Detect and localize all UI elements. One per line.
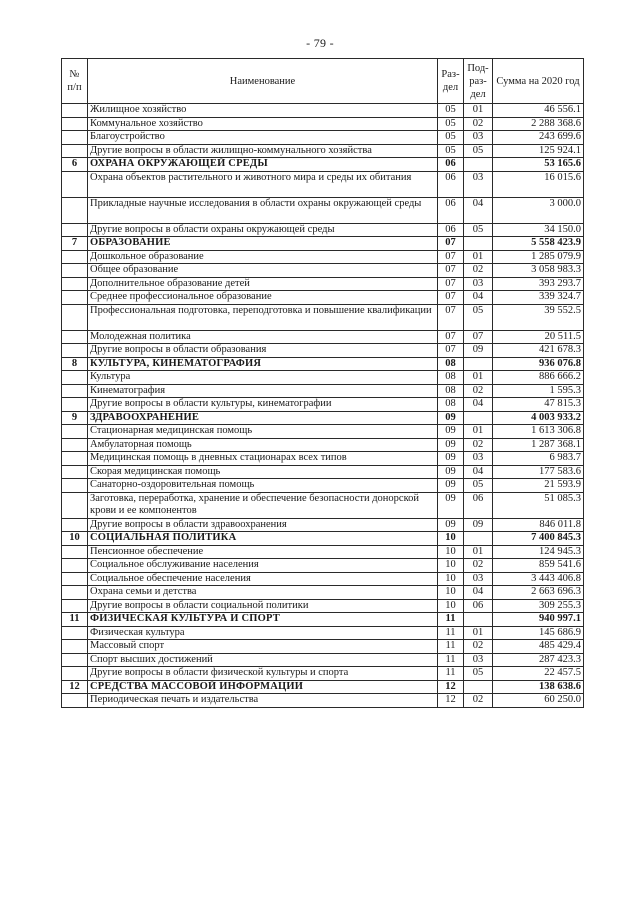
row-razdel: 12: [438, 694, 464, 708]
row-number: 8: [62, 357, 88, 371]
row-podrazdel: 05: [464, 223, 493, 237]
row-amount: 2 288 368.6: [493, 117, 584, 131]
row-number: [62, 131, 88, 145]
row-razdel: 11: [438, 640, 464, 654]
row-amount: 21 593.9: [493, 479, 584, 493]
row-name: ФИЗИЧЕСКАЯ КУЛЬТУРА И СПОРТ: [88, 613, 438, 627]
row-amount: 7 400 845.3: [493, 532, 584, 546]
table-row: [62, 304, 584, 330]
row-podrazdel: 01: [464, 104, 493, 118]
row-name: Благоустройство: [88, 131, 438, 145]
row-name: Дошкольное образование: [88, 250, 438, 264]
table-row: [62, 131, 584, 145]
row-amount: 859 541.6: [493, 559, 584, 573]
row-podrazdel: 04: [464, 291, 493, 305]
row-podrazdel: 01: [464, 425, 493, 439]
table-row: [62, 667, 584, 681]
row-number: [62, 171, 88, 197]
row-razdel: 11: [438, 653, 464, 667]
row-razdel: 07: [438, 330, 464, 344]
row-name: Другие вопросы в области охраны окружающей среды: [88, 223, 438, 237]
row-razdel: 10: [438, 532, 464, 546]
row-amount: 339 324.7: [493, 291, 584, 305]
row-razdel: 08: [438, 384, 464, 398]
row-number: 11: [62, 613, 88, 627]
row-razdel: 10: [438, 559, 464, 573]
row-amount: 485 429.4: [493, 640, 584, 654]
row-razdel: 07: [438, 304, 464, 330]
row-number: [62, 667, 88, 681]
table-row: [62, 518, 584, 532]
row-name: Другие вопросы в области физической культуры и спорта: [88, 667, 438, 681]
row-amount: 940 997.1: [493, 613, 584, 627]
row-razdel: 06: [438, 171, 464, 197]
table-row: [62, 344, 584, 358]
row-amount: 3 058 983.3: [493, 264, 584, 278]
row-number: [62, 479, 88, 493]
table-row: [62, 694, 584, 708]
row-number: [62, 330, 88, 344]
table-body: [62, 104, 584, 708]
row-name: Периодическая печать и издательства: [88, 694, 438, 708]
row-number: 7: [62, 237, 88, 251]
row-amount: 243 699.6: [493, 131, 584, 145]
row-podrazdel: 01: [464, 626, 493, 640]
row-number: [62, 371, 88, 385]
row-name: ЗДРАВООХРАНЕНИЕ: [88, 411, 438, 425]
table-row: [62, 197, 584, 223]
row-name: Коммунальное хозяйство: [88, 117, 438, 131]
row-number: [62, 277, 88, 291]
row-amount: 3 000.0: [493, 197, 584, 223]
row-name: Санаторно-оздоровительная помощь: [88, 479, 438, 493]
row-name: Пенсионное обеспечение: [88, 545, 438, 559]
row-podrazdel: 06: [464, 599, 493, 613]
row-podrazdel: 02: [464, 264, 493, 278]
budget-table: [61, 58, 584, 708]
row-razdel: 07: [438, 277, 464, 291]
table-row: [62, 171, 584, 197]
row-number: 12: [62, 680, 88, 694]
row-number: [62, 304, 88, 330]
row-amount: 1 613 306.8: [493, 425, 584, 439]
row-podrazdel: 01: [464, 250, 493, 264]
row-amount: 287 423.3: [493, 653, 584, 667]
table-row: [62, 465, 584, 479]
table-row: [62, 223, 584, 237]
row-number: [62, 104, 88, 118]
row-podrazdel: 04: [464, 197, 493, 223]
row-name: Социальное обслуживание населения: [88, 559, 438, 573]
row-amount: 51 085.3: [493, 492, 584, 518]
header-podrazdel: Под-раз-дел: [464, 59, 493, 104]
section-row: [62, 613, 584, 627]
row-razdel: 09: [438, 452, 464, 466]
row-razdel: 05: [438, 144, 464, 158]
row-podrazdel: [464, 158, 493, 172]
row-podrazdel: 03: [464, 131, 493, 145]
row-name: Кинематография: [88, 384, 438, 398]
section-row: [62, 411, 584, 425]
table-row: [62, 572, 584, 586]
row-name: СОЦИАЛЬНАЯ ПОЛИТИКА: [88, 532, 438, 546]
table-row: [62, 559, 584, 573]
table-row: [62, 277, 584, 291]
row-name: Дополнительное образование детей: [88, 277, 438, 291]
table-row: [62, 398, 584, 412]
row-name: КУЛЬТУРА, КИНЕМАТОГРАФИЯ: [88, 357, 438, 371]
row-name: Молодежная политика: [88, 330, 438, 344]
row-name: Спорт высших достижений: [88, 653, 438, 667]
row-podrazdel: 05: [464, 667, 493, 681]
row-razdel: 09: [438, 438, 464, 452]
row-razdel: 07: [438, 344, 464, 358]
row-podrazdel: 01: [464, 545, 493, 559]
table-row: [62, 653, 584, 667]
row-razdel: 11: [438, 626, 464, 640]
header-num: № п/п: [62, 59, 88, 104]
row-podrazdel: 03: [464, 277, 493, 291]
row-number: [62, 599, 88, 613]
row-name: ОХРАНА ОКРУЖАЮЩЕЙ СРЕДЫ: [88, 158, 438, 172]
row-razdel: 09: [438, 411, 464, 425]
table-row: [62, 479, 584, 493]
row-number: [62, 640, 88, 654]
row-amount: 39 552.5: [493, 304, 584, 330]
row-name: Массовый спорт: [88, 640, 438, 654]
row-razdel: 07: [438, 264, 464, 278]
row-name: Профессиональная подготовка, переподготовка и повышение квалификации: [88, 304, 438, 330]
row-number: 9: [62, 411, 88, 425]
row-number: [62, 572, 88, 586]
row-amount: 22 457.5: [493, 667, 584, 681]
row-number: [62, 398, 88, 412]
row-number: [62, 518, 88, 532]
row-razdel: 05: [438, 104, 464, 118]
row-podrazdel: [464, 237, 493, 251]
row-razdel: 08: [438, 371, 464, 385]
row-podrazdel: 04: [464, 586, 493, 600]
row-number: [62, 438, 88, 452]
row-amount: 393 293.7: [493, 277, 584, 291]
row-number: [62, 626, 88, 640]
row-name: Медицинская помощь в дневных стационарах всех типов: [88, 452, 438, 466]
section-row: [62, 237, 584, 251]
row-podrazdel: 02: [464, 438, 493, 452]
table-row: [62, 640, 584, 654]
row-amount: 309 255.3: [493, 599, 584, 613]
row-podrazdel: 09: [464, 518, 493, 532]
row-amount: 421 678.3: [493, 344, 584, 358]
row-razdel: 12: [438, 680, 464, 694]
header-razdel: Раз-дел: [438, 59, 464, 104]
row-number: [62, 223, 88, 237]
row-number: [62, 144, 88, 158]
row-razdel: 11: [438, 613, 464, 627]
row-name: Социальное обеспечение населения: [88, 572, 438, 586]
row-number: [62, 264, 88, 278]
table-row: [62, 330, 584, 344]
row-name: Скорая медицинская помощь: [88, 465, 438, 479]
row-podrazdel: [464, 680, 493, 694]
row-podrazdel: [464, 532, 493, 546]
row-name: Другие вопросы в области жилищно-коммунального хозяйства: [88, 144, 438, 158]
row-number: [62, 653, 88, 667]
row-amount: 1 285 079.9: [493, 250, 584, 264]
row-amount: 53 165.6: [493, 158, 584, 172]
table-header-row: [62, 59, 584, 104]
row-razdel: 07: [438, 237, 464, 251]
row-name: Заготовка, переработка, хранение и обеспечение безопасности донорской крови и ее компонентов: [88, 492, 438, 518]
row-name: Охрана объектов растительного и животного мира и среды их обитания: [88, 171, 438, 197]
row-number: [62, 197, 88, 223]
header-name: Наименование: [88, 59, 438, 104]
row-name: СРЕДСТВА МАССОВОЙ ИНФОРМАЦИИ: [88, 680, 438, 694]
row-podrazdel: 06: [464, 492, 493, 518]
table-row: [62, 586, 584, 600]
row-podrazdel: 03: [464, 653, 493, 667]
row-number: [62, 384, 88, 398]
row-number: [62, 250, 88, 264]
table-row: [62, 492, 584, 518]
section-row: [62, 357, 584, 371]
row-podrazdel: 04: [464, 398, 493, 412]
row-razdel: 09: [438, 492, 464, 518]
table-row: [62, 291, 584, 305]
row-amount: 3 443 406.8: [493, 572, 584, 586]
row-podrazdel: 03: [464, 452, 493, 466]
row-razdel: 05: [438, 117, 464, 131]
row-podrazdel: 02: [464, 384, 493, 398]
row-podrazdel: 05: [464, 479, 493, 493]
row-podrazdel: 02: [464, 694, 493, 708]
row-name: Другие вопросы в области социальной политики: [88, 599, 438, 613]
row-podrazdel: 02: [464, 117, 493, 131]
row-amount: 16 015.6: [493, 171, 584, 197]
row-amount: 936 076.8: [493, 357, 584, 371]
row-amount: 145 686.9: [493, 626, 584, 640]
table-row: [62, 452, 584, 466]
row-number: 10: [62, 532, 88, 546]
row-number: [62, 492, 88, 518]
row-razdel: 09: [438, 425, 464, 439]
row-razdel: 10: [438, 572, 464, 586]
row-name: Стационарная медицинская помощь: [88, 425, 438, 439]
row-name: Жилищное хозяйство: [88, 104, 438, 118]
row-razdel: 09: [438, 465, 464, 479]
row-number: 6: [62, 158, 88, 172]
row-podrazdel: [464, 613, 493, 627]
row-podrazdel: 05: [464, 144, 493, 158]
row-razdel: 08: [438, 398, 464, 412]
row-name: Культура: [88, 371, 438, 385]
row-amount: 138 638.6: [493, 680, 584, 694]
row-amount: 4 003 933.2: [493, 411, 584, 425]
row-name: Физическая культура: [88, 626, 438, 640]
row-name: Среднее профессиональное образование: [88, 291, 438, 305]
row-podrazdel: [464, 411, 493, 425]
row-podrazdel: 04: [464, 465, 493, 479]
row-podrazdel: [464, 357, 493, 371]
table-row: [62, 545, 584, 559]
row-name: Прикладные научные исследования в области охраны окружающей среды: [88, 197, 438, 223]
table-row: [62, 250, 584, 264]
row-razdel: 05: [438, 131, 464, 145]
row-number: [62, 291, 88, 305]
row-razdel: 07: [438, 250, 464, 264]
table-row: [62, 626, 584, 640]
row-number: [62, 452, 88, 466]
row-amount: 177 583.6: [493, 465, 584, 479]
row-name: Другие вопросы в области культуры, кинематографии: [88, 398, 438, 412]
row-podrazdel: 09: [464, 344, 493, 358]
table-row: [62, 384, 584, 398]
row-razdel: 09: [438, 479, 464, 493]
row-podrazdel: 03: [464, 171, 493, 197]
row-name: Общее образование: [88, 264, 438, 278]
row-podrazdel: 07: [464, 330, 493, 344]
row-number: [62, 545, 88, 559]
section-row: [62, 158, 584, 172]
row-amount: 47 815.3: [493, 398, 584, 412]
page-number: - 79 -: [306, 36, 334, 50]
row-podrazdel: 02: [464, 559, 493, 573]
row-amount: 60 250.0: [493, 694, 584, 708]
row-razdel: 10: [438, 599, 464, 613]
row-number: [62, 586, 88, 600]
row-amount: 846 011.8: [493, 518, 584, 532]
row-number: [62, 344, 88, 358]
table-row: [62, 144, 584, 158]
row-name: Охрана семьи и детства: [88, 586, 438, 600]
row-razdel: 07: [438, 291, 464, 305]
row-razdel: 11: [438, 667, 464, 681]
row-amount: 5 558 423.9: [493, 237, 584, 251]
row-amount: 886 666.2: [493, 371, 584, 385]
table-row: [62, 425, 584, 439]
table-row: [62, 117, 584, 131]
row-razdel: 06: [438, 197, 464, 223]
row-amount: 6 983.7: [493, 452, 584, 466]
row-number: [62, 694, 88, 708]
row-razdel: 10: [438, 545, 464, 559]
section-row: [62, 680, 584, 694]
row-amount: 124 945.3: [493, 545, 584, 559]
table-row: [62, 371, 584, 385]
row-razdel: 06: [438, 223, 464, 237]
table-row: [62, 104, 584, 118]
row-amount: 20 511.5: [493, 330, 584, 344]
row-amount: 1 595.3: [493, 384, 584, 398]
row-razdel: 08: [438, 357, 464, 371]
row-name: Другие вопросы в области образования: [88, 344, 438, 358]
row-amount: 125 924.1: [493, 144, 584, 158]
header-sum: Сумма на 2020 год: [493, 59, 584, 104]
row-razdel: 10: [438, 586, 464, 600]
row-podrazdel: 02: [464, 640, 493, 654]
row-amount: 34 150.0: [493, 223, 584, 237]
row-number: [62, 425, 88, 439]
row-number: [62, 465, 88, 479]
row-podrazdel: 05: [464, 304, 493, 330]
row-razdel: 06: [438, 158, 464, 172]
row-podrazdel: 01: [464, 371, 493, 385]
row-name: Амбулаторная помощь: [88, 438, 438, 452]
row-number: [62, 559, 88, 573]
row-amount: 1 287 368.1: [493, 438, 584, 452]
section-row: [62, 532, 584, 546]
table-row: [62, 264, 584, 278]
row-number: [62, 117, 88, 131]
row-podrazdel: 03: [464, 572, 493, 586]
table-row: [62, 599, 584, 613]
row-razdel: 09: [438, 518, 464, 532]
row-amount: 46 556.1: [493, 104, 584, 118]
row-name: Другие вопросы в области здравоохранения: [88, 518, 438, 532]
row-name: ОБРАЗОВАНИЕ: [88, 237, 438, 251]
row-amount: 2 663 696.3: [493, 586, 584, 600]
table-row: [62, 438, 584, 452]
